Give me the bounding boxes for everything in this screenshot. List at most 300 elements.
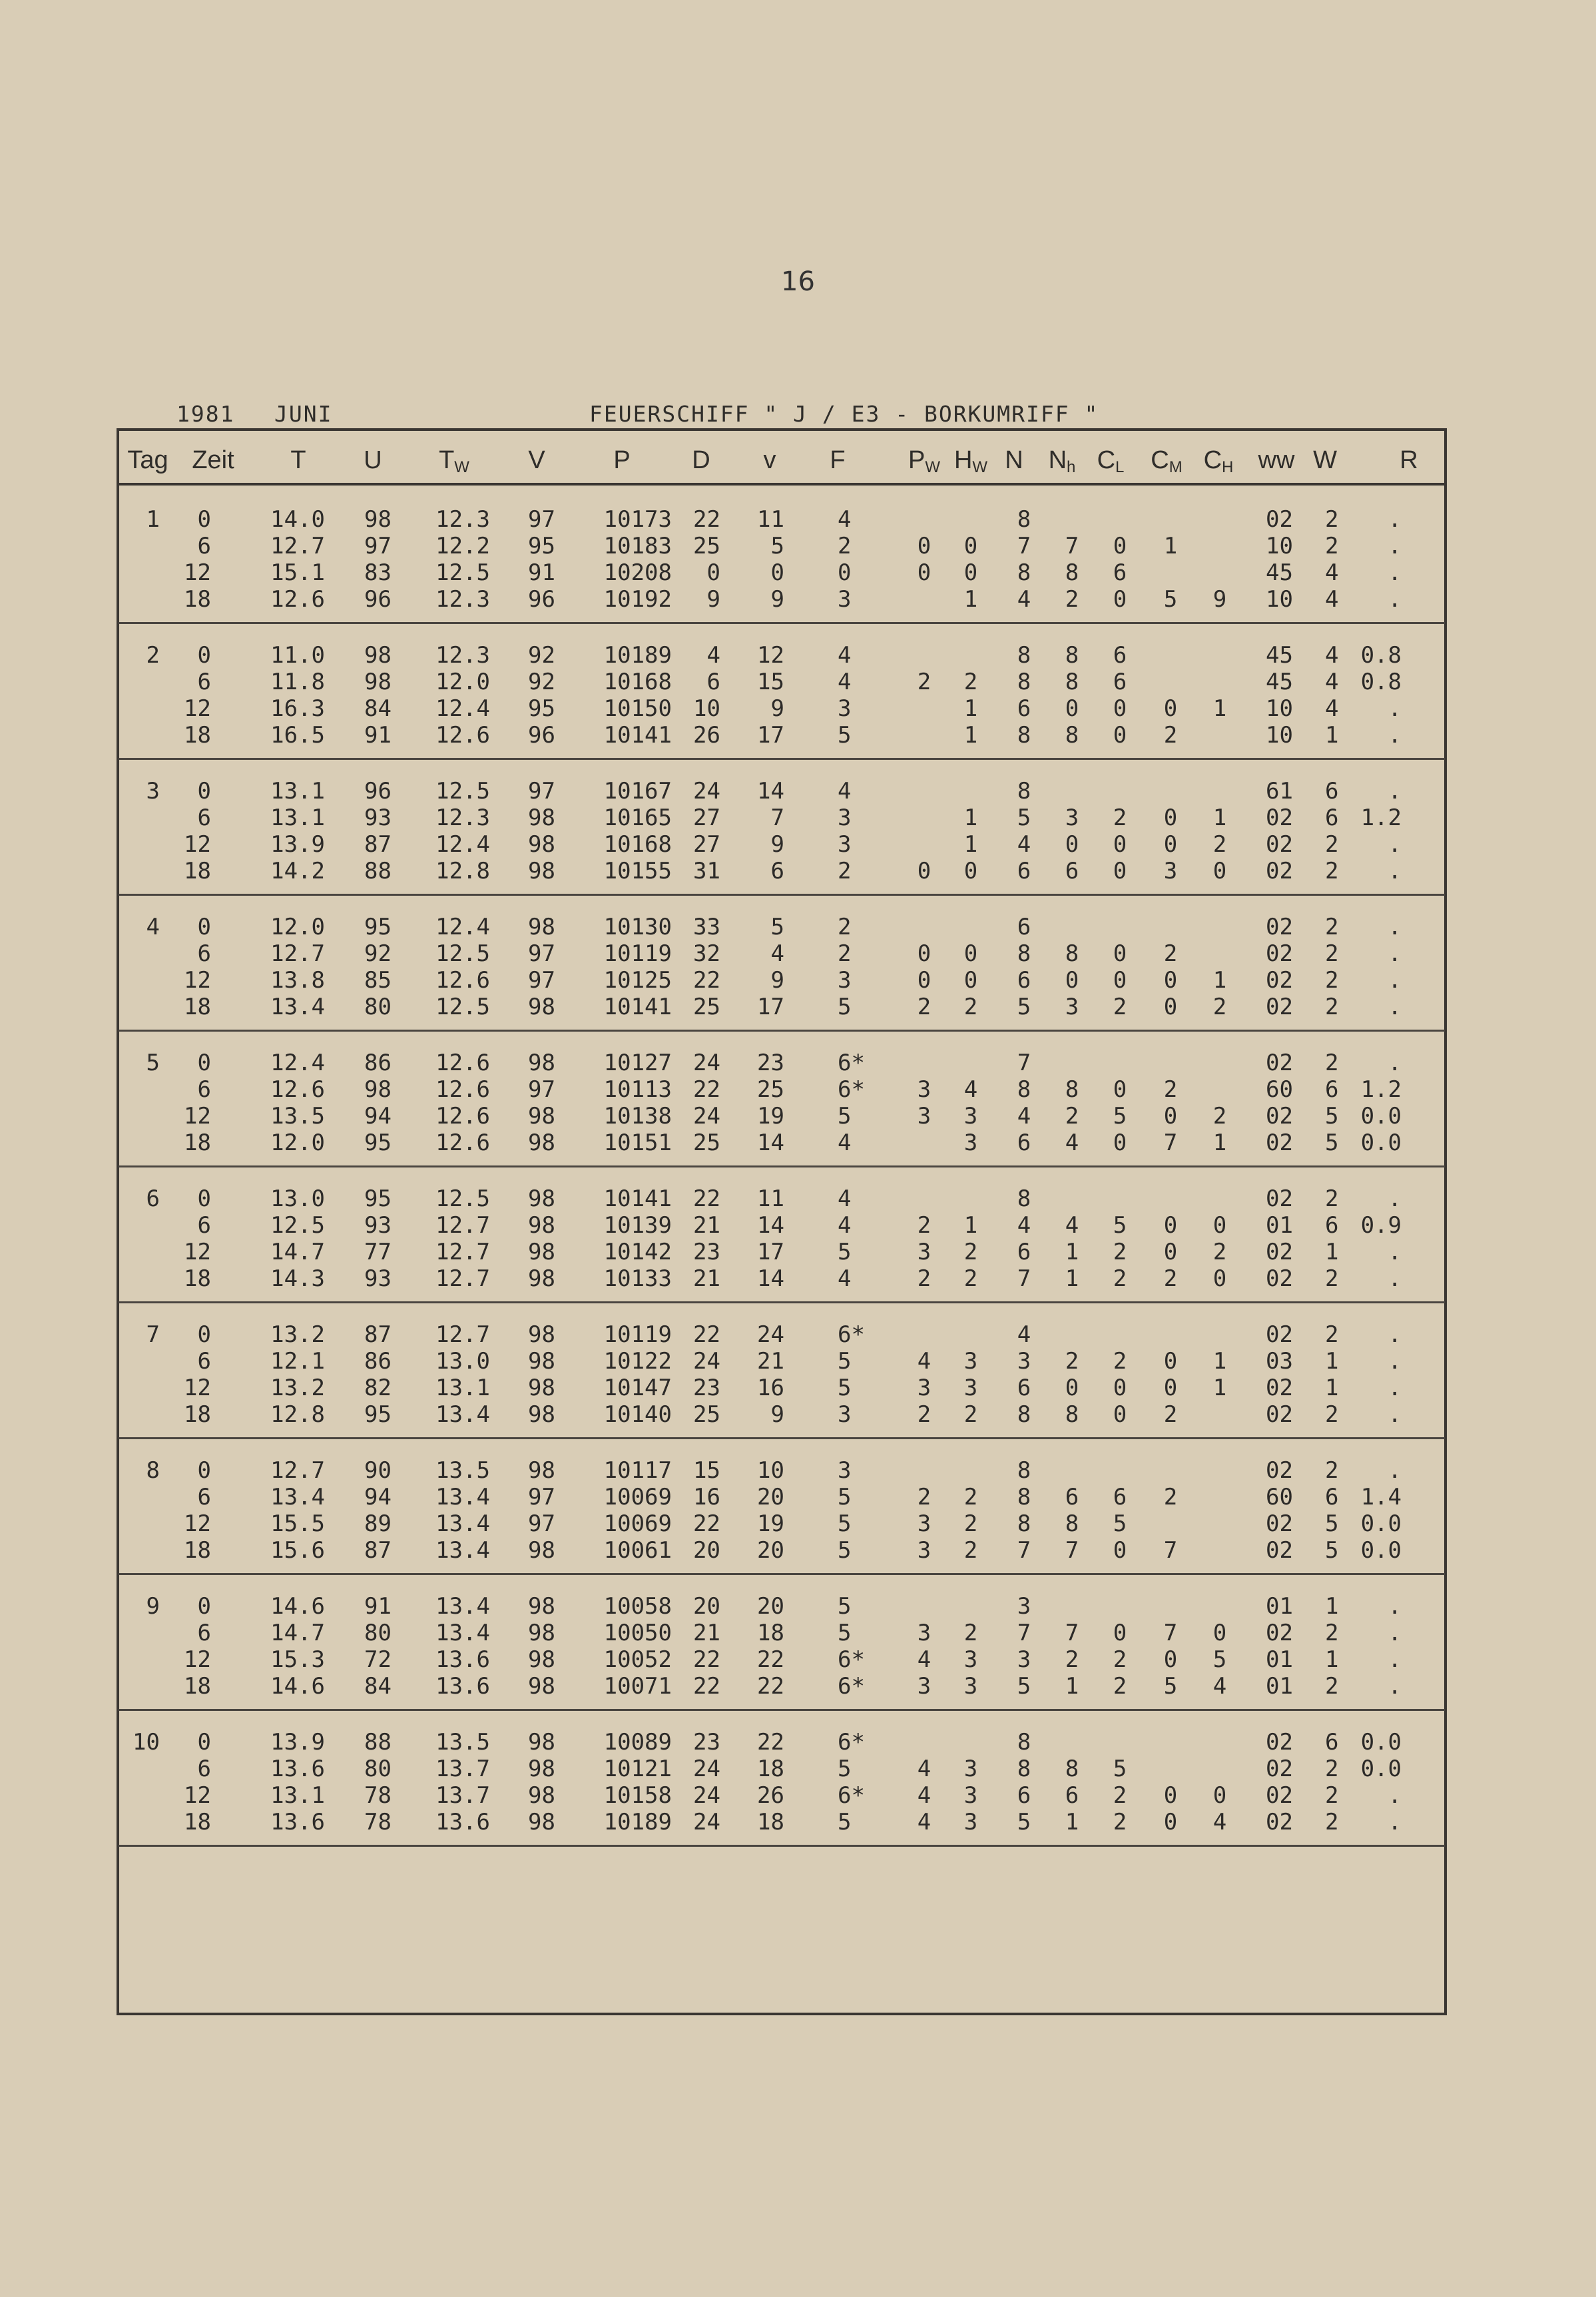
cell-f: 3	[838, 1401, 852, 1428]
cell-ww: 02	[1266, 1321, 1293, 1348]
cell-d: 33	[693, 914, 720, 940]
cell-zeit: 12	[184, 831, 211, 858]
cell-u: 89	[364, 1510, 392, 1537]
cell-t: 13.2	[270, 1375, 325, 1401]
cell-vv: 26	[757, 1782, 784, 1809]
cell-vv: 22	[757, 1646, 784, 1673]
cell-t: 12.0	[270, 1130, 325, 1156]
cell-tw: 12.5	[435, 940, 490, 967]
cell-cm: 7	[1163, 1537, 1178, 1564]
cell-n: 4	[1017, 831, 1031, 858]
cell-n: 6	[1017, 914, 1031, 940]
cell-ch: 1	[1212, 1130, 1227, 1156]
cell-w: 2	[1325, 967, 1339, 994]
cell-u: 91	[364, 1593, 392, 1620]
cell-d: 21	[693, 1212, 720, 1239]
cell-p: 10173	[603, 506, 672, 533]
cell-p: 10168	[603, 669, 672, 695]
cell-cm: 0	[1163, 967, 1178, 994]
cell-t: 12.7	[270, 1457, 325, 1484]
cell-hw: 2	[963, 1265, 978, 1292]
cell-d: 22	[693, 1185, 720, 1212]
cell-u: 80	[364, 994, 392, 1020]
cell-f: 4	[838, 1130, 852, 1156]
cell-cm: 0	[1163, 994, 1178, 1020]
cell-t: 13.2	[270, 1321, 325, 1348]
cell-r: .	[1388, 722, 1402, 749]
cell-f: 5	[838, 1593, 852, 1620]
cell-cm: 2	[1163, 940, 1178, 967]
cell-zeit: 0	[197, 778, 211, 805]
cell-u: 90	[364, 1457, 392, 1484]
cell-p: 10130	[603, 914, 672, 940]
cell-p: 10125	[603, 967, 672, 994]
cell-nh: 2	[1065, 1348, 1079, 1375]
cell-vv: 17	[757, 722, 784, 749]
cell-tw: 12.6	[435, 1103, 490, 1130]
cell-d: 23	[693, 1239, 720, 1265]
cell-ww: 02	[1266, 1510, 1293, 1537]
cell-n: 7	[1017, 1050, 1031, 1076]
cell-n: 8	[1017, 559, 1031, 586]
cell-cl: 0	[1113, 1130, 1127, 1156]
cell-w: 2	[1325, 831, 1339, 858]
cell-ch: 1	[1212, 805, 1227, 831]
cell-t: 15.5	[270, 1510, 325, 1537]
cell-n: 8	[1017, 642, 1031, 669]
cell-cm: 0	[1163, 1809, 1178, 1835]
cell-tw: 12.6	[435, 722, 490, 749]
cell-ww: 02	[1266, 858, 1293, 884]
cell-f: 2	[838, 858, 852, 884]
cell-r: .	[1388, 1457, 1402, 1484]
cell-pw: 3	[917, 1620, 931, 1646]
cell-r: .	[1388, 858, 1402, 884]
cell-n: 3	[1017, 1593, 1031, 1620]
cell-zeit: 18	[184, 722, 211, 749]
cell-u: 85	[364, 967, 392, 994]
cell-f: 5	[838, 1510, 852, 1537]
cell-hw: 3	[963, 1673, 978, 1700]
cell-f: 5	[838, 722, 852, 749]
cell-ch: 4	[1212, 1809, 1227, 1835]
cell-cm: 0	[1163, 1212, 1178, 1239]
cell-pw: 0	[917, 940, 931, 967]
cell-f: 4	[838, 1185, 852, 1212]
page-number: 16	[781, 266, 815, 297]
column-header-w: W	[1313, 446, 1337, 474]
cell-t: 13.0	[270, 1185, 325, 1212]
cell-zeit: 12	[184, 1646, 211, 1673]
cell-w: 2	[1325, 1809, 1339, 1835]
cell-ww: 01	[1266, 1593, 1293, 1620]
cell-tw: 12.4	[435, 695, 490, 722]
cell-r: 1.4	[1360, 1484, 1402, 1510]
cell-w: 2	[1325, 1673, 1339, 1700]
cell-f: 5	[838, 994, 852, 1020]
cell-v: 98	[528, 1457, 555, 1484]
cell-ww: 02	[1266, 1185, 1293, 1212]
cell-hw: 2	[963, 1510, 978, 1537]
cell-zeit: 12	[184, 695, 211, 722]
cell-p: 10141	[603, 722, 672, 749]
cell-d: 24	[693, 1809, 720, 1835]
cell-u: 87	[364, 1537, 392, 1564]
cell-cm: 1	[1163, 533, 1178, 559]
cell-u: 95	[364, 1185, 392, 1212]
cell-vv: 12	[757, 642, 784, 669]
cell-ww: 02	[1266, 1457, 1293, 1484]
cell-hw: 0	[963, 533, 978, 559]
cell-hw: 3	[963, 1103, 978, 1130]
cell-tw: 12.6	[435, 1076, 490, 1103]
cell-ww: 02	[1266, 1809, 1293, 1835]
cell-r: 0.0	[1360, 1103, 1402, 1130]
cell-f: 4	[838, 506, 852, 533]
cell-tw: 12.4	[435, 914, 490, 940]
cell-f: 5	[838, 1239, 852, 1265]
cell-d: 31	[693, 858, 720, 884]
cell-ww: 10	[1266, 722, 1293, 749]
cell-n: 7	[1017, 533, 1031, 559]
cell-f: 5	[838, 1756, 852, 1782]
cell-zeit: 18	[184, 858, 211, 884]
cell-vv: 17	[757, 994, 784, 1020]
cell-n: 4	[1017, 1321, 1031, 1348]
cell-pw: 2	[917, 1484, 931, 1510]
cell-t: 13.6	[270, 1756, 325, 1782]
cell-vv: 11	[757, 1185, 784, 1212]
cell-nh: 0	[1065, 695, 1079, 722]
column-header-cm: $C_M$	[1151, 446, 1183, 476]
cell-w: 2	[1325, 1457, 1339, 1484]
cell-f: 2	[838, 940, 852, 967]
cell-u: 88	[364, 858, 392, 884]
day-number: 6	[146, 1185, 160, 1212]
cell-vv: 9	[770, 1401, 784, 1428]
cell-f: 3	[838, 967, 852, 994]
cell-v: 98	[528, 1265, 555, 1292]
cell-t: 14.7	[270, 1239, 325, 1265]
header-station: FEUERSCHIFF " J / E3 - BORKUMRIFF "	[589, 401, 1099, 427]
cell-zeit: 0	[197, 1050, 211, 1076]
cell-cm: 0	[1163, 1348, 1178, 1375]
cell-tw: 13.7	[435, 1756, 490, 1782]
cell-w: 4	[1325, 669, 1339, 695]
day-number: 10	[133, 1729, 160, 1756]
cell-t: 15.3	[270, 1646, 325, 1673]
column-header-u: U	[364, 446, 382, 474]
cell-w: 1	[1325, 722, 1339, 749]
cell-v: 98	[528, 1375, 555, 1401]
cell-nh: 0	[1065, 1375, 1079, 1401]
cell-nh: 6	[1065, 1782, 1079, 1809]
cell-zeit: 18	[184, 994, 211, 1020]
cell-pw: 3	[917, 1076, 931, 1103]
cell-ch: 1	[1212, 1348, 1227, 1375]
cell-p: 10133	[603, 1265, 672, 1292]
cell-pw: 2	[917, 1265, 931, 1292]
cell-tw: 13.4	[435, 1593, 490, 1620]
cell-n: 4	[1017, 586, 1031, 613]
column-header-hw: $H_W$	[953, 446, 988, 476]
cell-u: 95	[364, 914, 392, 940]
cell-hw: 0	[963, 940, 978, 967]
cell-f: 2	[838, 914, 852, 940]
day-separator	[119, 1573, 1445, 1575]
cell-v: 98	[528, 1130, 555, 1156]
column-header-cl: $C_L$	[1097, 446, 1125, 476]
cell-cm: 0	[1163, 695, 1178, 722]
table-end-separator	[119, 1845, 1445, 1847]
cell-d: 22	[693, 1510, 720, 1537]
cell-zeit: 12	[184, 559, 211, 586]
column-header-r: R	[1400, 446, 1418, 474]
cell-zeit: 18	[184, 1537, 211, 1564]
cell-n: 6	[1017, 967, 1031, 994]
cell-w: 2	[1325, 1185, 1339, 1212]
cell-u: 93	[364, 805, 392, 831]
cell-ww: 02	[1266, 1620, 1293, 1646]
day-number: 5	[146, 1050, 160, 1076]
cell-cm: 2	[1163, 1401, 1178, 1428]
cell-u: 97	[364, 533, 392, 559]
cell-cm: 0	[1163, 831, 1178, 858]
cell-ch: 2	[1212, 994, 1227, 1020]
cell-w: 4	[1325, 586, 1339, 613]
cell-u: 94	[364, 1103, 392, 1130]
cell-n: 8	[1017, 1729, 1031, 1756]
cell-w: 1	[1325, 1348, 1339, 1375]
cell-ch: 9	[1212, 586, 1227, 613]
cell-p: 10208	[603, 559, 672, 586]
cell-hw: 2	[963, 669, 978, 695]
cell-cl: 0	[1113, 586, 1127, 613]
day-separator	[119, 1437, 1445, 1439]
cell-ww: 10	[1266, 533, 1293, 559]
cell-p: 10069	[603, 1484, 672, 1510]
cell-r: 0.0	[1360, 1756, 1402, 1782]
cell-w: 1	[1325, 1239, 1339, 1265]
cell-r: .	[1388, 1593, 1402, 1620]
cell-ww: 02	[1266, 1103, 1293, 1130]
cell-hw: 4	[963, 1076, 978, 1103]
cell-cl: 2	[1113, 1239, 1127, 1265]
cell-w: 4	[1325, 559, 1339, 586]
cell-vv: 16	[757, 1375, 784, 1401]
cell-ww: 02	[1266, 1756, 1293, 1782]
cell-v: 98	[528, 1593, 555, 1620]
cell-hw: 0	[963, 967, 978, 994]
cell-n: 8	[1017, 778, 1031, 805]
cell-vv: 22	[757, 1673, 784, 1700]
cell-tw: 13.4	[435, 1510, 490, 1537]
cell-r: 0.9	[1360, 1212, 1402, 1239]
cell-vv: 21	[757, 1348, 784, 1375]
cell-zeit: 12	[184, 967, 211, 994]
cell-f: 6*	[838, 1321, 865, 1348]
cell-ch: 1	[1212, 1375, 1227, 1401]
cell-r: .	[1388, 533, 1402, 559]
cell-n: 5	[1017, 1673, 1031, 1700]
cell-d: 27	[693, 805, 720, 831]
cell-v: 98	[528, 1239, 555, 1265]
cell-r: .	[1388, 1321, 1402, 1348]
cell-w: 2	[1325, 858, 1339, 884]
cell-d: 21	[693, 1620, 720, 1646]
cell-cl: 0	[1113, 858, 1127, 884]
cell-f: 3	[838, 695, 852, 722]
cell-ww: 02	[1266, 831, 1293, 858]
cell-f: 4	[838, 669, 852, 695]
cell-u: 96	[364, 586, 392, 613]
cell-n: 8	[1017, 1484, 1031, 1510]
cell-n: 7	[1017, 1265, 1031, 1292]
cell-r: .	[1388, 1375, 1402, 1401]
cell-d: 23	[693, 1729, 720, 1756]
column-header-f: F	[830, 446, 846, 474]
cell-p: 10142	[603, 1239, 672, 1265]
cell-t: 11.0	[270, 642, 325, 669]
cell-w: 2	[1325, 533, 1339, 559]
cell-v: 97	[528, 940, 555, 967]
cell-ww: 10	[1266, 695, 1293, 722]
cell-cm: 7	[1163, 1620, 1178, 1646]
cell-t: 14.0	[270, 506, 325, 533]
cell-zeit: 6	[197, 533, 211, 559]
cell-v: 98	[528, 1050, 555, 1076]
cell-t: 12.5	[270, 1212, 325, 1239]
cell-n: 7	[1017, 1620, 1031, 1646]
cell-t: 13.9	[270, 1729, 325, 1756]
column-header-d: D	[692, 446, 710, 474]
cell-cl: 2	[1113, 1348, 1127, 1375]
cell-n: 8	[1017, 940, 1031, 967]
cell-t: 16.5	[270, 722, 325, 749]
cell-tw: 12.3	[435, 642, 490, 669]
cell-f: 5	[838, 1537, 852, 1564]
cell-u: 98	[364, 1076, 392, 1103]
cell-ww: 45	[1266, 669, 1293, 695]
cell-hw: 2	[963, 994, 978, 1020]
cell-t: 16.3	[270, 695, 325, 722]
cell-pw: 3	[917, 1673, 931, 1700]
day-number: 7	[146, 1321, 160, 1348]
cell-d: 24	[693, 1050, 720, 1076]
cell-cl: 0	[1113, 533, 1127, 559]
cell-d: 6	[706, 669, 720, 695]
cell-f: 4	[838, 1212, 852, 1239]
cell-ww: 61	[1266, 778, 1293, 805]
cell-d: 10	[693, 695, 720, 722]
cell-u: 88	[364, 1729, 392, 1756]
cell-pw: 0	[917, 858, 931, 884]
cell-r: 1.2	[1360, 1076, 1402, 1103]
cell-vv: 11	[757, 506, 784, 533]
cell-t: 12.6	[270, 1076, 325, 1103]
column-header-tag: Tag	[127, 446, 168, 474]
cell-t: 12.4	[270, 1050, 325, 1076]
cell-r: .	[1388, 1673, 1402, 1700]
cell-u: 78	[364, 1782, 392, 1809]
cell-n: 8	[1017, 1457, 1031, 1484]
cell-nh: 7	[1065, 1620, 1079, 1646]
cell-nh: 8	[1065, 1510, 1079, 1537]
cell-d: 20	[693, 1537, 720, 1564]
cell-n: 3	[1017, 1646, 1031, 1673]
cell-r: 0.8	[1360, 669, 1402, 695]
cell-p: 10168	[603, 831, 672, 858]
cell-ww: 02	[1266, 1782, 1293, 1809]
cell-t: 13.4	[270, 994, 325, 1020]
cell-p: 10192	[603, 586, 672, 613]
cell-vv: 9	[770, 586, 784, 613]
cell-r: .	[1388, 1646, 1402, 1673]
cell-v: 98	[528, 994, 555, 1020]
cell-vv: 20	[757, 1537, 784, 1564]
cell-t: 11.8	[270, 669, 325, 695]
cell-t: 13.1	[270, 1782, 325, 1809]
cell-w: 2	[1325, 1401, 1339, 1428]
cell-d: 16	[693, 1484, 720, 1510]
cell-t: 13.9	[270, 831, 325, 858]
day-separator	[119, 758, 1445, 760]
cell-r: 0.0	[1360, 1537, 1402, 1564]
day-separator	[119, 622, 1445, 624]
header-month: JUNI	[274, 401, 333, 427]
cell-vv: 15	[757, 669, 784, 695]
cell-ch: 0	[1212, 1782, 1227, 1809]
cell-d: 22	[693, 1076, 720, 1103]
cell-tw: 13.6	[435, 1646, 490, 1673]
cell-w: 1	[1325, 1593, 1339, 1620]
day-separator	[119, 1030, 1445, 1032]
cell-n: 7	[1017, 1537, 1031, 1564]
cell-nh: 6	[1065, 858, 1079, 884]
cell-cm: 0	[1163, 1239, 1178, 1265]
cell-zeit: 12	[184, 1510, 211, 1537]
cell-nh: 8	[1065, 1401, 1079, 1428]
cell-r: .	[1388, 1239, 1402, 1265]
cell-tw: 12.0	[435, 669, 490, 695]
cell-cl: 0	[1113, 831, 1127, 858]
cell-vv: 19	[757, 1510, 784, 1537]
cell-hw: 1	[963, 831, 978, 858]
cell-p: 10113	[603, 1076, 672, 1103]
cell-d: 0	[706, 559, 720, 586]
cell-f: 0	[838, 559, 852, 586]
cell-n: 3	[1017, 1348, 1031, 1375]
cell-ww: 01	[1266, 1646, 1293, 1673]
cell-cm: 0	[1163, 1646, 1178, 1673]
cell-u: 87	[364, 831, 392, 858]
cell-t: 14.6	[270, 1593, 325, 1620]
cell-n: 8	[1017, 1401, 1031, 1428]
cell-pw: 0	[917, 967, 931, 994]
cell-f: 5	[838, 1809, 852, 1835]
cell-p: 10119	[603, 1321, 672, 1348]
cell-cl: 0	[1113, 1076, 1127, 1103]
cell-f: 4	[838, 1265, 852, 1292]
cell-f: 5	[838, 1103, 852, 1130]
cell-ch: 0	[1212, 858, 1227, 884]
cell-ww: 02	[1266, 940, 1293, 967]
cell-cl: 0	[1113, 940, 1127, 967]
cell-t: 15.6	[270, 1537, 325, 1564]
cell-zeit: 12	[184, 1239, 211, 1265]
cell-pw: 4	[917, 1348, 931, 1375]
cell-tw: 12.5	[435, 994, 490, 1020]
